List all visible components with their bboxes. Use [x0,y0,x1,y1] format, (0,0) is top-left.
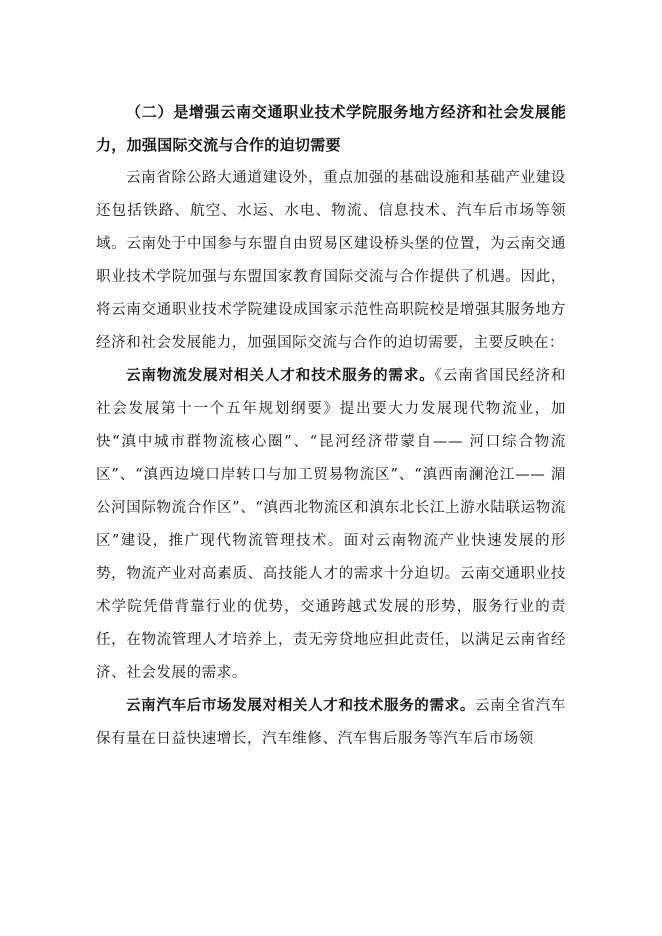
document-page [96,96,566,756]
paragraph-logistics-body: 《云南省国民经济和社会发展第十一个五年规划纲要》提出要大力发展现代物流业，加快“滇中城市群物流核心圈”、“昆河经济带蒙自—— 河口综合物流区”、“滇西边境口岸转口与加工贸易物流区”、“滇西南澜沧江—— 湄公河国际物流合作区”、“滇西北物流区和滇东北长江上游水陆联运物流区”建设，推广现代物流管理技术。面对云南物流产业快速发展的形势，物流产业对高素质、高技能人才的需求十分迫切。云南交通职业技术学院凭借背靠行业的优势，交通跨越式发展的形势，服务行业的责任，在物流管理人才培养上，责无旁贷地应担此责任，以满足云南省经济、社会发展的需求。 [96,368,566,681]
paragraph-logistics-lead: 云南物流发展对相关人才和技术服务的需求。 [126,368,435,384]
section-heading: （二）是增强云南交通职业技术学院服务地方经济和社会发展能力，加强国际交流与合作的迫切需要 [96,103,566,154]
paragraph-logistics [96,360,566,690]
paragraph-automotive-body: 云南全省汽车保有量在日益快速增长，汽车维修、汽车售后服务等汽车后市场领 [96,698,566,747]
paragraph-automotive [96,690,566,756]
paragraph-infrastructure: 云南省除公路大通道建设外，重点加强的基础设施和基础产业建设还包括铁路、航空、水运、水电、物流、信息技术、汽车后市场等领域。云南处于中国参与东盟自由贸易区建设桥头堡的位置，为云南交通职业技术学院加强与东盟国家教育国际交流与合作提供了机遇。因此，将云南交通职业技术学院建设成国家示范性高职院校是增强其服务地方经济和社会发展能力，加强国际交流与合作的迫切需要，主要反映在： [96,170,566,351]
paragraph-automotive-lead: 云南汽车后市场发展对相关人才和技术服务的需求。 [126,698,476,714]
